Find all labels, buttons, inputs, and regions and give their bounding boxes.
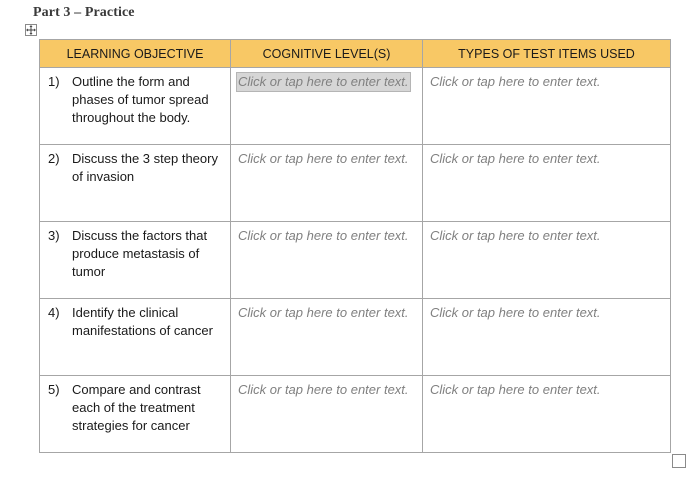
move-arrows-icon — [26, 25, 36, 35]
cognitive-level-cell[interactable] — [231, 68, 423, 145]
objective-number: 4) — [48, 305, 60, 320]
objective-number: 3) — [48, 228, 60, 243]
objective-cell[interactable] — [40, 68, 231, 145]
cognitive-level-input[interactable]: Click or tap here to enter text. — [238, 228, 409, 243]
objective-text: Outline the form and phases of tumor spread throughout the body. — [72, 74, 209, 125]
test-items-cell[interactable] — [423, 376, 671, 453]
header-learning-objective: LEARNING OBJECTIVE — [40, 40, 231, 68]
test-items-input[interactable]: Click or tap here to enter text. — [430, 228, 601, 243]
cognitive-level-cell[interactable] — [231, 299, 423, 376]
cognitive-level-cell[interactable] — [231, 145, 423, 222]
objective-cell[interactable] — [40, 299, 231, 376]
cognitive-level-input[interactable]: Click or tap here to enter text. — [238, 382, 409, 397]
objective-text: Discuss the factors that produce metastasis of tumor — [72, 228, 208, 279]
test-items-input[interactable]: Click or tap here to enter text. — [430, 74, 601, 89]
header-cognitive-levels: COGNITIVE LEVEL(S) — [231, 40, 423, 68]
cognitive-level-input[interactable]: Click or tap here to enter text. — [238, 305, 409, 320]
table-row — [40, 222, 671, 299]
table-row — [40, 145, 671, 222]
test-items-cell[interactable] — [423, 68, 671, 145]
objective-text: Identify the clinical manifestations of cancer — [72, 305, 213, 338]
table-row — [40, 68, 671, 145]
objective-cell[interactable] — [40, 222, 231, 299]
header-test-item-types: TYPES OF TEST ITEMS USED — [423, 40, 671, 68]
test-items-cell[interactable] — [423, 145, 671, 222]
cognitive-level-input[interactable]: Click or tap here to enter text. — [238, 74, 409, 89]
resize-square-icon[interactable] — [672, 454, 686, 468]
practice-table — [39, 39, 671, 453]
cognitive-level-cell[interactable] — [231, 222, 423, 299]
objective-cell[interactable] — [40, 145, 231, 222]
test-items-cell[interactable] — [423, 299, 671, 376]
objective-text: Compare and contrast each of the treatment strategies for cancer — [72, 382, 201, 433]
objective-number: 5) — [48, 382, 60, 397]
objective-text: Discuss the 3 step theory of invasion — [72, 151, 218, 184]
test-items-input[interactable]: Click or tap here to enter text. — [430, 305, 601, 320]
cognitive-level-input[interactable]: Click or tap here to enter text. — [238, 151, 409, 166]
table-header-row — [40, 40, 671, 68]
table-row — [40, 299, 671, 376]
page-heading: Part 3 – Practice — [33, 5, 135, 20]
objective-number: 1) — [48, 74, 60, 89]
table-move-handle[interactable] — [25, 24, 37, 36]
cognitive-level-cell[interactable] — [231, 376, 423, 453]
table-row — [40, 376, 671, 453]
objective-number: 2) — [48, 151, 60, 166]
test-items-input[interactable]: Click or tap here to enter text. — [430, 382, 601, 397]
test-items-input[interactable]: Click or tap here to enter text. — [430, 151, 601, 166]
test-items-cell[interactable] — [423, 222, 671, 299]
objective-cell[interactable] — [40, 376, 231, 453]
